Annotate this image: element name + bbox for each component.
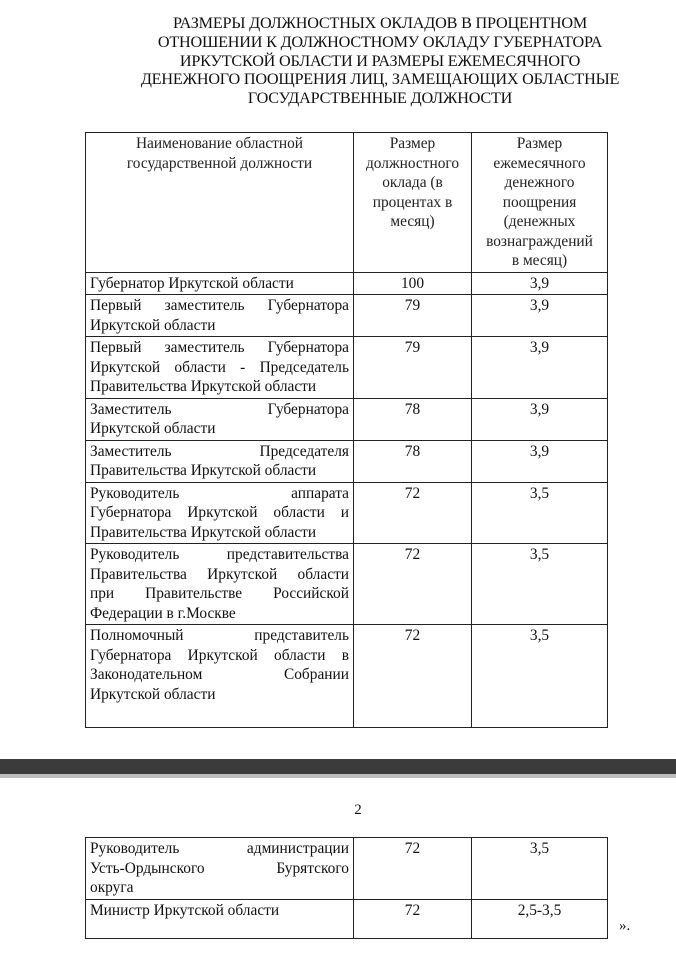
header-line: (денежных (503, 213, 576, 230)
name-line: Законодательном Собрании (90, 666, 349, 683)
monthly-bonus: 3,5 (472, 544, 608, 625)
monthly-bonus: 3,9 (472, 295, 608, 337)
page-separator-shadow (0, 774, 676, 778)
header-line: месяц) (390, 213, 435, 230)
header-monthly-bonus (472, 133, 608, 273)
position-name (86, 544, 354, 625)
name-line: Руководитель представительства (90, 546, 349, 563)
name-line: Губернатора Иркутской области в (90, 646, 349, 664)
name-line: Правительства Иркутской области (90, 378, 317, 395)
salary-percent: 72 (354, 544, 472, 625)
monthly-bonus: 3,9 (472, 440, 608, 482)
name-line: Губернатор Иркутской области (90, 274, 294, 292)
name-line: Иркутской области - Председатель (90, 358, 349, 376)
table-row (86, 838, 608, 900)
salary-percent: 72 (354, 482, 472, 544)
salary-percent: 79 (354, 295, 472, 337)
header-line: оклада (в (382, 174, 443, 191)
name-line: Министр Иркутской области (90, 901, 280, 919)
header-line: поощрения (502, 193, 577, 211)
salary-percent: 78 (354, 398, 472, 440)
monthly-bonus: 3,5 (472, 625, 608, 728)
position-name (86, 838, 354, 900)
table-row (86, 398, 608, 440)
header-line: денежного (504, 174, 575, 191)
position-name (86, 337, 354, 399)
salary-table (85, 132, 608, 728)
header-line: ежемесячного (493, 154, 586, 172)
table-row (86, 482, 608, 544)
position-name (86, 272, 354, 295)
name-line: Заместитель Губернатора (90, 400, 349, 418)
name-line: Губернатора Иркутской области и (90, 504, 349, 521)
position-name (86, 482, 354, 544)
title-line: ДЕНЕЖНОГО ПООЩРЕНИЯ ЛИЦ, ЗАМЕЩАЮЩИХ ОБЛАСТНЫЕ (140, 70, 620, 89)
table-row (86, 625, 608, 728)
position-name (86, 625, 354, 728)
salary-percent: 100 (354, 272, 472, 295)
name-line: округа (90, 879, 134, 896)
table-header-row (86, 133, 608, 273)
table-row (86, 337, 608, 399)
name-line: при Правительстве Российской (90, 585, 349, 602)
name-line: Правительства Иркутской области (90, 523, 317, 541)
header-line: Размер (389, 135, 436, 152)
page-separator (0, 759, 676, 774)
name-line: Правительства Иркутской области (90, 462, 317, 479)
header-line: Размер (516, 135, 563, 152)
document-title (90, 14, 670, 108)
position-name (86, 440, 354, 482)
table-row (86, 544, 608, 625)
name-line: Иркутской области (90, 420, 216, 437)
name-line: Руководитель администрации (90, 840, 349, 857)
name-line: Усть-Ордынского Бурятского (90, 859, 349, 877)
header-salary-percent (354, 133, 472, 273)
salary-percent: 72 (354, 838, 472, 900)
monthly-bonus: 3,9 (472, 398, 608, 440)
name-line: Иркутской области (90, 316, 216, 334)
name-line: Руководитель аппарата (90, 484, 349, 502)
table-row (86, 272, 608, 295)
title-line: ОТНОШЕНИИ К ДОЛЖНОСТНОМУ ОКЛАДУ ГУБЕРНАТОРА (157, 32, 603, 51)
monthly-bonus: 2,5-3,5 (472, 899, 608, 938)
salary-percent: 72 (354, 625, 472, 728)
header-line: государственной должности (126, 154, 313, 172)
position-name (86, 295, 354, 337)
position-name (86, 398, 354, 440)
name-line: Полномочный представитель (90, 627, 349, 644)
header-position-name (86, 133, 354, 273)
table-row (86, 899, 608, 938)
name-line: Федерации в г.Москве (90, 604, 236, 622)
header-line: должностного (365, 154, 460, 172)
monthly-bonus: 3,9 (472, 337, 608, 399)
name-line: Первый заместитель Губернатора (90, 339, 349, 356)
title-line: ГОСУДАРСТВЕННЫЕ ДОЛЖНОСТИ (247, 89, 513, 108)
monthly-bonus: 3,5 (472, 482, 608, 544)
name-line: Заместитель Председателя (90, 442, 349, 460)
header-line: в месяц) (511, 252, 568, 269)
name-line: Иркутской области (90, 685, 216, 703)
monthly-bonus: 3,5 (472, 838, 608, 900)
header-line: вознаграждений (486, 232, 593, 250)
header-line: процентах в (372, 193, 453, 211)
salary-percent: 79 (354, 337, 472, 399)
header-line: Наименование областной (135, 135, 304, 152)
table-row (86, 295, 608, 337)
salary-table-continued (85, 837, 608, 939)
name-line: Правительства Иркутской области (90, 565, 349, 583)
position-name (86, 899, 354, 938)
closing-quote-mark: ». (619, 918, 631, 934)
name-line: Первый заместитель Губернатора (90, 297, 349, 314)
table-row (86, 440, 608, 482)
title-line: ИРКУТСКОЙ ОБЛАСТИ И РАЗМЕРЫ ЕЖЕМЕСЯЧНОГО (179, 51, 581, 70)
salary-percent: 72 (354, 899, 472, 938)
page-number: 2 (354, 802, 362, 818)
title-line: РАЗМЕРЫ ДОЛЖНОСТНЫХ ОКЛАДОВ В ПРОЦЕНТНОМ (172, 14, 588, 32)
salary-percent: 78 (354, 440, 472, 482)
monthly-bonus: 3,9 (472, 272, 608, 295)
